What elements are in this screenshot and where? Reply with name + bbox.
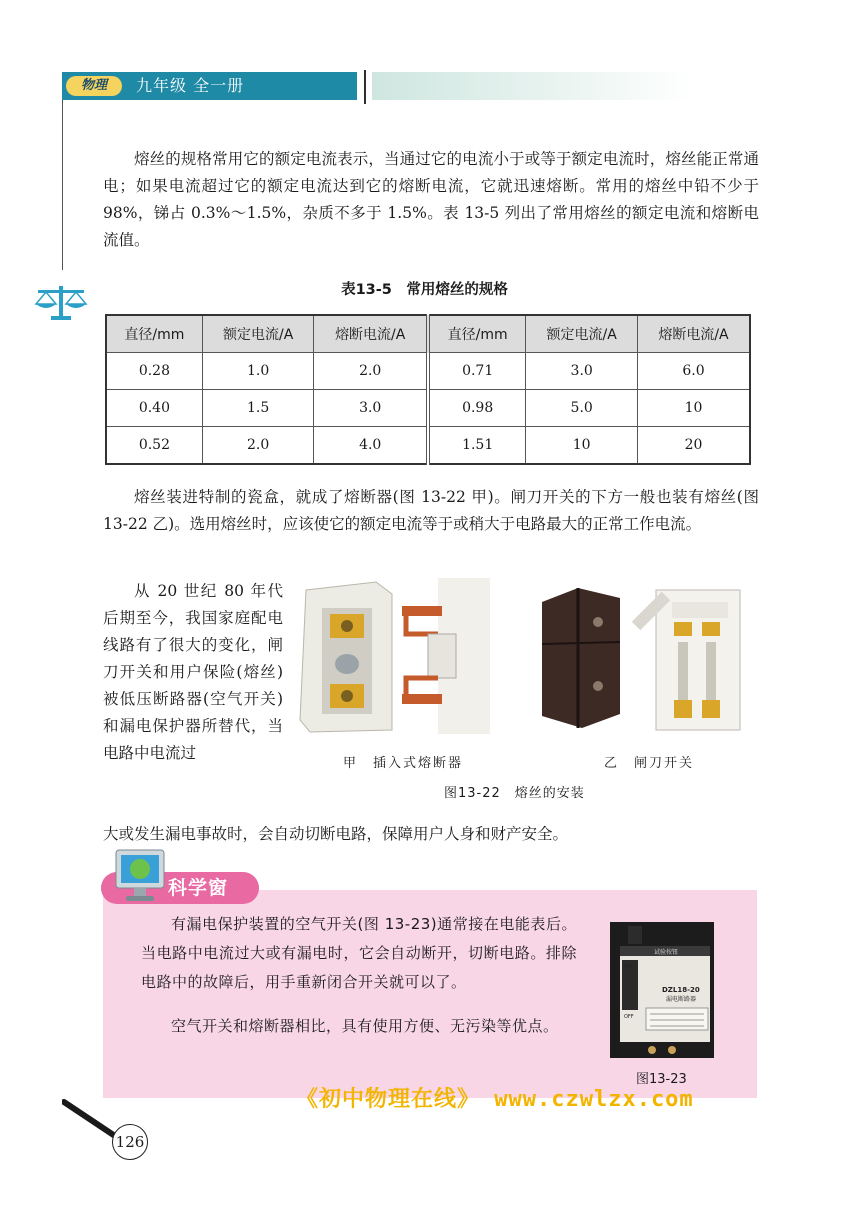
- breaker-model-label: DZL18-20: [662, 986, 700, 994]
- table-cell: 0.40: [106, 390, 202, 427]
- science-window-paragraph: 有漏电保护装置的空气开关(图 13-23)通常接在电能表后。当电路中电流过大或有漏电时，它会自动断开，切断电路。排除电路中的故障后，用手重新闭合开关就可以了。: [141, 915, 577, 991]
- watermark: 《初中物理在线》 www.czwlzx.com: [296, 1087, 694, 1112]
- science-window-paragraph: 空气开关和熔断器相比，具有使用方便、无污染等优点。: [171, 1017, 559, 1035]
- table-row: [106, 427, 750, 465]
- plug-in-fuse-cap-photo: [398, 576, 494, 736]
- figure-caption-plug-fuse: 甲 插入式熔断器: [343, 756, 464, 771]
- table-row: [106, 353, 750, 390]
- subject-badge: 物理: [66, 76, 122, 96]
- table-cell: 4.0: [314, 427, 428, 465]
- table-cell: 5.0: [526, 390, 638, 427]
- table-cell: 0.28: [106, 353, 202, 390]
- paragraph-circuit-breaker-tail: 大或发生漏电事故时，会自动切断电路，保障用户人身和财产安全。: [103, 825, 569, 843]
- fuse-spec-table: [105, 314, 751, 465]
- margin-line: [62, 100, 63, 270]
- table-cell: 1.5: [202, 390, 314, 427]
- residual-current-breaker-photo: [610, 922, 714, 1058]
- table-cell: 10: [526, 427, 638, 465]
- table-cell: 6.0: [638, 353, 751, 390]
- table-cell: 3.0: [526, 353, 638, 390]
- page-number: 126: [112, 1124, 148, 1160]
- breaker-test-label: 试验按钮: [654, 949, 679, 956]
- breaker-figure-caption: 图13-23: [636, 1072, 687, 1087]
- breaker-name-label: 漏电断路器: [666, 996, 697, 1003]
- paragraph-fuse-spec: 熔丝的规格常用它的额定电流表示，当通过它的电流小于或等于额定电流时，熔丝能正常通电；如果电流超过它的额定电流达到它的熔断电流，它就迅速熔断。常用的熔丝中铅不少于 98%，锑占 0.3%～1.5%，杂质不多于 1.5%。表 13-5 列出了常用熔丝的额定电流和熔断电流值。: [103, 150, 759, 249]
- table-cell: 3.0: [314, 390, 428, 427]
- knife-switch-cover-photo: [536, 582, 626, 732]
- plug-in-fuse-base-photo: [296, 580, 396, 734]
- book-title: 九年级 全一册: [136, 76, 245, 95]
- table-header-cell: 额定电流/A: [202, 315, 314, 353]
- paragraph-circuit-breaker: 从 20 世纪 80 年代后期至今，我国家庭配电线路有了很大的变化，闸刀开关和用户保险(熔丝)被低压断路器(空气开关)和漏电保护器所替代，当电路中电流过: [103, 582, 283, 762]
- header-divider: [364, 70, 366, 104]
- table-header-row: [106, 315, 750, 353]
- table-header-cell: 熔断电流/A: [314, 315, 428, 353]
- table-header-cell: 直径/mm: [106, 315, 202, 353]
- science-window-title: 科学窗: [168, 877, 229, 899]
- table-header-cell: 额定电流/A: [526, 315, 638, 353]
- table-header-cell: 熔断电流/A: [638, 315, 751, 353]
- figure-caption-knife-switch: 乙 闸刀开关: [604, 756, 695, 771]
- table-cell: 20: [638, 427, 751, 465]
- table-row: [106, 390, 750, 427]
- table-cell: 0.71: [428, 353, 526, 390]
- table-cell: 2.0: [202, 427, 314, 465]
- breaker-on-label: ON: [624, 964, 632, 970]
- table-cell: 10: [638, 390, 751, 427]
- figure-caption: 图13-22 熔丝的安装: [444, 786, 585, 801]
- paragraph-fuse-box: 熔丝装进特制的瓷盒，就成了熔断器(图 13-22 甲)。闸刀开关的下方一般也装有熔丝(图 13-22 乙)。选用熔丝时，应该使它的额定电流等于或稍大于电路最大的正常工作电流。: [103, 488, 759, 533]
- table-header-cell: 直径/mm: [428, 315, 526, 353]
- table-cell: 1.51: [428, 427, 526, 465]
- table-cell: 2.0: [314, 353, 428, 390]
- computer-monitor-icon: [112, 846, 168, 904]
- table-cell: 0.52: [106, 427, 202, 465]
- table-cell: 1.0: [202, 353, 314, 390]
- knife-switch-base-photo: [632, 582, 744, 734]
- table-cell: 0.98: [428, 390, 526, 427]
- header-gradient: [372, 72, 692, 100]
- breaker-off-label: OFF: [624, 1014, 634, 1020]
- table-caption: 表13-5 常用熔丝的规格: [341, 282, 508, 298]
